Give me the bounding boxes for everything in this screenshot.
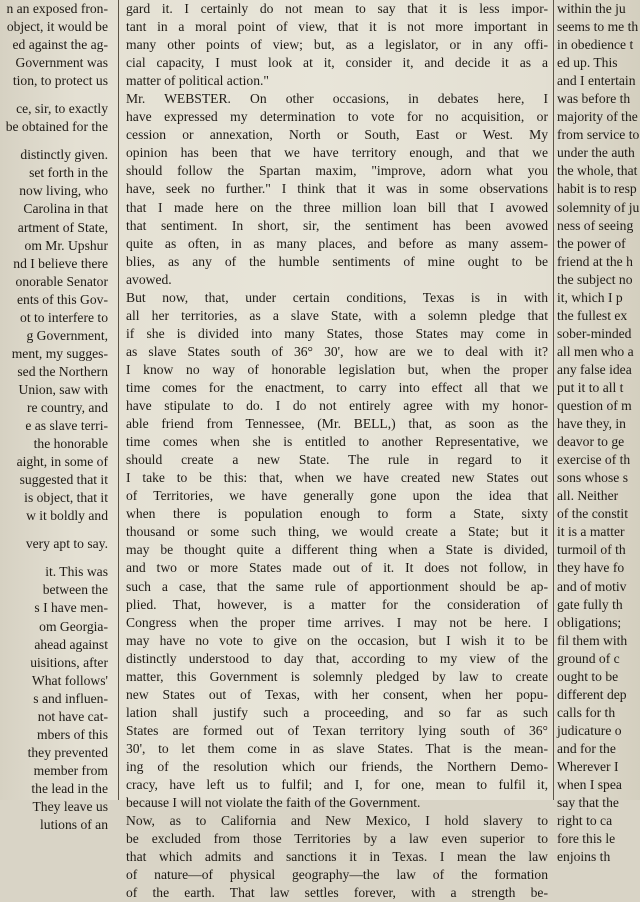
right-column-line: put it to all t	[557, 379, 624, 395]
right-column-line: fil them with	[557, 632, 628, 648]
middle-column-line: cial capacity, I must look at it, consider it, and decide it as a	[126, 55, 548, 71]
left-column-line: is object, that it	[24, 490, 108, 506]
left-column-line: What follows'	[31, 672, 108, 688]
middle-column-line: gard it. I certainly do not mean to say that it is less impor-	[126, 1, 548, 16]
left-column-line: it. This was	[45, 564, 108, 580]
middle-column-line: tant in a moral point of view, that it is not more important in	[126, 19, 548, 35]
middle-column-line: cession or annexation, North or South, East or West. My	[126, 127, 548, 143]
right-column-line: obligations;	[557, 614, 622, 630]
right-column-line: right to ca	[557, 813, 613, 829]
left-column-line: set forth in the	[29, 165, 108, 181]
left-column-line: ents of this Gov-	[17, 291, 108, 307]
right-column-line: solemnity of ju	[557, 199, 640, 215]
right-column-line: ed up. This	[557, 55, 618, 71]
right-column-line: calls for th	[557, 704, 616, 720]
right-column-line: was before th	[557, 91, 631, 107]
left-column-line	[0, 136, 112, 146]
left-column-line: object, it would be	[6, 19, 108, 35]
middle-column-line: Mr. WEBSTER. On other occasions, in debates here, I	[126, 91, 548, 107]
column-rule-left	[118, 0, 119, 800]
middle-column-line: thousand or some such thing, we would create a State; but it	[126, 524, 548, 540]
right-column-line: deavor to ge	[557, 434, 625, 450]
left-column-line: e as slave terri-	[25, 418, 108, 434]
right-column-line: under the auth	[557, 145, 635, 161]
left-column-line: Union, saw with	[18, 381, 108, 397]
middle-column-line: Congress when the proper time arrives. I may not be here. I	[126, 614, 548, 630]
right-column-line: and I entertain	[557, 73, 636, 89]
middle-column-line: as slave States south of 36° 30', how are we to deal with it?	[126, 343, 548, 359]
left-column-line: the honorable	[33, 436, 108, 452]
left-column-line: ot to interfere to	[20, 309, 108, 325]
left-column-line: not have cat-	[37, 708, 108, 724]
middle-column-line: of the earth. That law settles forever, with a strength be-	[126, 885, 548, 901]
right-column-line: different dep	[557, 686, 627, 702]
left-column-line: w it boldly and	[26, 508, 108, 524]
middle-column-line: avowed.	[126, 271, 172, 287]
main-article-column	[124, 0, 550, 901]
left-column-line: om Georgia-	[39, 618, 108, 634]
left-column-line: g Government,	[26, 327, 108, 343]
left-column-line	[0, 525, 112, 535]
middle-column-line: 30', to let them come in as slave States. That is the mean-	[126, 740, 548, 756]
right-column-line: question of m	[557, 398, 632, 414]
right-column-line: ground of c	[557, 650, 620, 666]
middle-column-line: should create a new State. The rule in regard to it	[126, 452, 548, 468]
left-column-line: between the	[42, 582, 108, 598]
middle-column-line: opinion has been that we have territory enough, and that we	[126, 145, 548, 161]
left-column-line: very apt to say.	[25, 536, 108, 552]
middle-column-line: of Territories, we have generally gone upon the idea that	[126, 488, 548, 504]
left-column-line: uisitions, after	[30, 654, 108, 670]
left-column-line: nd I believe there	[13, 255, 108, 271]
middle-column-line: have expressed my determination to vote for no acquisition, or	[126, 109, 548, 125]
middle-column-line: that sentiment. In short, sir, the sentiment has been avowed	[126, 217, 548, 233]
right-column-line: it is a matter	[557, 524, 625, 540]
middle-column-line: But now, that, under certain conditions, Texas is in with	[126, 289, 548, 305]
right-column-line: majority of the	[557, 109, 638, 125]
right-column-line: enjoins th	[557, 849, 611, 865]
right-column-line: and for the	[557, 740, 616, 756]
right-column-line: Wherever I	[557, 758, 619, 774]
middle-column-line: such a case, that the same rule of apportionment should be ap-	[126, 578, 548, 594]
middle-column-line: Now, as to California and New Mexico, I hold slavery to	[126, 813, 548, 829]
right-column-line: they have fo	[557, 560, 625, 576]
right-column-line: habit is to resp	[557, 181, 637, 197]
middle-column-line: that I made here on the three million loan bill that I avowed	[126, 199, 548, 215]
left-column-line	[0, 90, 112, 100]
left-column-line: distinctly given.	[20, 147, 108, 163]
middle-column-line: all her territories, as a slave State, with a solemn pledge that	[126, 307, 548, 323]
right-column-line: gate fully th	[557, 596, 623, 612]
middle-column-line: be excluded from those Territories by a law even superior to	[126, 831, 548, 847]
left-column-line: artment of State,	[17, 219, 108, 235]
middle-column-line: able friend from Tennessee, (Mr. BELL,) that, as soon as the	[126, 416, 548, 432]
middle-column-line: time comes when she is entitled to another Representative, we	[126, 434, 548, 450]
middle-column-line: have stipulate to do. I do not entirely agree with my honor-	[126, 398, 548, 414]
right-column-line: sons whose s	[557, 470, 628, 486]
left-column-line: be obtained for the	[5, 119, 108, 135]
middle-column-line: should follow the Spartan maxim, "improve, adorn what you	[126, 163, 548, 179]
left-column-line: re country, and	[26, 399, 108, 415]
middle-column-line: new States out of Texas, with her consent, when her popu-	[126, 686, 548, 702]
left-column-line: mbers of this	[37, 726, 108, 742]
middle-column-line: may have no vote to give on the occasion, but I wish it to be	[126, 632, 548, 648]
right-column-line: friend at the h	[557, 253, 633, 269]
left-column-line: aight, in some of	[16, 454, 108, 470]
middle-column-line: have, seek no further." I think that it was in some observations	[126, 181, 548, 197]
left-column-line: ahead against	[34, 636, 108, 652]
left-column-line: now living, who	[19, 183, 108, 199]
middle-column-line: because I will not violate the faith of the Government.	[126, 795, 421, 811]
left-column-line: n an exposed fron-	[6, 1, 108, 16]
left-column-line: Government was	[15, 55, 108, 71]
right-column-line: ought to be	[557, 668, 619, 684]
left-column-line: suggested that it	[19, 472, 108, 488]
right-column-line: any false idea	[557, 361, 632, 377]
right-column-line: the power of	[557, 235, 626, 251]
left-column-line: Carolina in that	[23, 201, 108, 217]
left-column-line: they prevented	[27, 744, 108, 760]
middle-column-line: plied. That, however, is a matter for the consideration of	[126, 596, 548, 612]
left-column-line: ce, sir, to exactly	[16, 101, 108, 117]
right-column-line: and of motiv	[557, 578, 627, 594]
middle-column-line: I take to be this: that, when we have created new States out	[126, 470, 548, 486]
right-column-line: within the ju	[557, 1, 626, 16]
left-column-line: tion, to protect us	[12, 73, 108, 89]
right-column-line: all men who a	[557, 343, 634, 359]
right-column-line: all. Neither	[557, 488, 619, 504]
left-column-line: onorable Senator	[15, 273, 108, 289]
middle-column-line: I know no way of honorable legislation but, when the proper	[126, 361, 548, 377]
middle-column-line: cracy, have left us to fulfil; and I, for one, mean to fulfil it,	[126, 777, 548, 793]
middle-column-line: if she is divided into many States, those States may come in	[126, 325, 548, 341]
left-column-line: ment, my sugges-	[11, 345, 108, 361]
left-column-fragment	[0, 0, 112, 833]
left-column-line	[0, 553, 112, 563]
right-column-line: the whole, that	[557, 163, 638, 179]
left-column-line: om Mr. Upshur	[24, 237, 108, 253]
right-column-line: the fullest ex	[557, 307, 628, 323]
middle-column-line: of nature—of physical geography—the law of the formation	[126, 867, 548, 883]
right-column-line: ness of seeing	[557, 217, 634, 233]
right-column-line: the subject no	[557, 271, 633, 287]
left-column-line: s I have men-	[34, 600, 108, 616]
right-column-line: say that the	[557, 795, 619, 811]
left-column-line: member from	[33, 762, 108, 778]
right-column-line: turmoil of th	[557, 542, 626, 558]
middle-column-line: time comes for the enactment, to carry into effect all that we	[126, 379, 548, 395]
left-column-line: sed the Northern	[17, 363, 108, 379]
middle-column-line: and two or more States made out of it. It does not follow, in	[126, 560, 548, 576]
middle-column-line: many other points of view; but, as a legislator, or in any offi-	[126, 37, 548, 53]
middle-column-line: States are formed out of Texan territory lying south of 36°	[126, 722, 548, 738]
middle-column-line: may be thought quite a different thing when a State is divided,	[126, 542, 548, 558]
middle-column-line: matter of political action."	[126, 73, 269, 89]
middle-column-line: lation shall justify such a proceeding, and so far as such	[126, 704, 548, 720]
left-column-line: ed against the ag-	[12, 37, 108, 53]
left-column-line: They leave us	[32, 798, 108, 814]
left-column-line: the lead in the	[31, 780, 108, 796]
right-column-line: in obedience t	[557, 37, 634, 53]
middle-column-line: matter, this Government is solemnly pledged by law to create	[126, 668, 548, 684]
middle-column-line: distinctly understood to day that, according to my view of the	[126, 650, 548, 666]
right-column-line: from service to	[557, 127, 640, 143]
left-column-line: lutions of an	[40, 817, 108, 833]
middle-column-line: that which admits and sanctions it in Texas. I mean the law	[126, 849, 548, 865]
right-column-line: have they, in	[557, 416, 626, 432]
middle-column-line: quite as often, in as many places, and before as many assem-	[126, 235, 548, 251]
right-column-line: seems to me th	[557, 19, 639, 35]
right-column-line: judicature o	[557, 722, 622, 738]
middle-column-line: ing of the resolution which our friends, the Northern Demo-	[126, 758, 548, 774]
right-column-line: exercise of th	[557, 452, 631, 468]
left-column-line: s and influen-	[33, 690, 108, 706]
right-column-line: of the constit	[557, 506, 628, 522]
middle-column-line: blies, as any of the humble sentiments of mine ought to be	[126, 253, 548, 269]
right-column-line: it, which I p	[557, 289, 623, 305]
right-column-line: fore this le	[557, 831, 616, 847]
right-column-line: when I spea	[557, 777, 622, 793]
right-column-line: sober-minded	[557, 325, 632, 341]
right-column-fragment	[543, 0, 640, 865]
middle-column-line: when there is population enough to form a State, sixty	[126, 506, 548, 522]
